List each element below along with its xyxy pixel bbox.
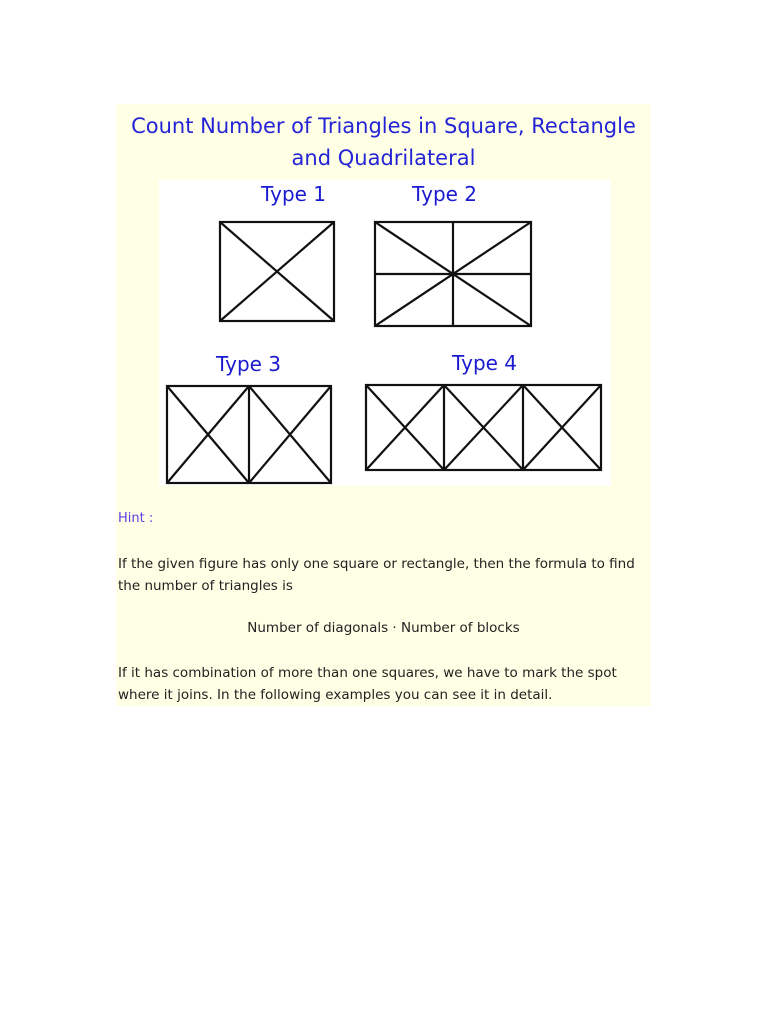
- type-2-label: Type 2: [412, 182, 478, 206]
- formula-text: Number of diagonals · Number of blocks: [247, 620, 520, 636]
- triangle-types-diagram: [159, 180, 611, 486]
- type-2-shape: [375, 222, 531, 326]
- hint-label: Hint :: [118, 511, 154, 526]
- formula-intro-paragraph: If the given figure has only one square or rectangle, then the formula to find the number of triangles is: [118, 556, 635, 594]
- type-4-label: Type 4: [452, 351, 518, 375]
- type-3-label: Type 3: [216, 352, 282, 376]
- type-3-shape: [167, 386, 331, 483]
- content-panel: [116, 104, 651, 706]
- page-title: Count Number of Triangles in Square, Rectangle and Quadrilateral: [131, 114, 636, 170]
- triangle-types-figure: [159, 180, 611, 486]
- type-1-shape: [220, 222, 334, 321]
- combination-paragraph: If it has combination of more than one squares, we have to mark the spot where it joins. In the following examples you can see it in detail.: [118, 665, 617, 703]
- type-4-shape: [366, 385, 601, 470]
- type-1-label: Type 1: [261, 182, 327, 206]
